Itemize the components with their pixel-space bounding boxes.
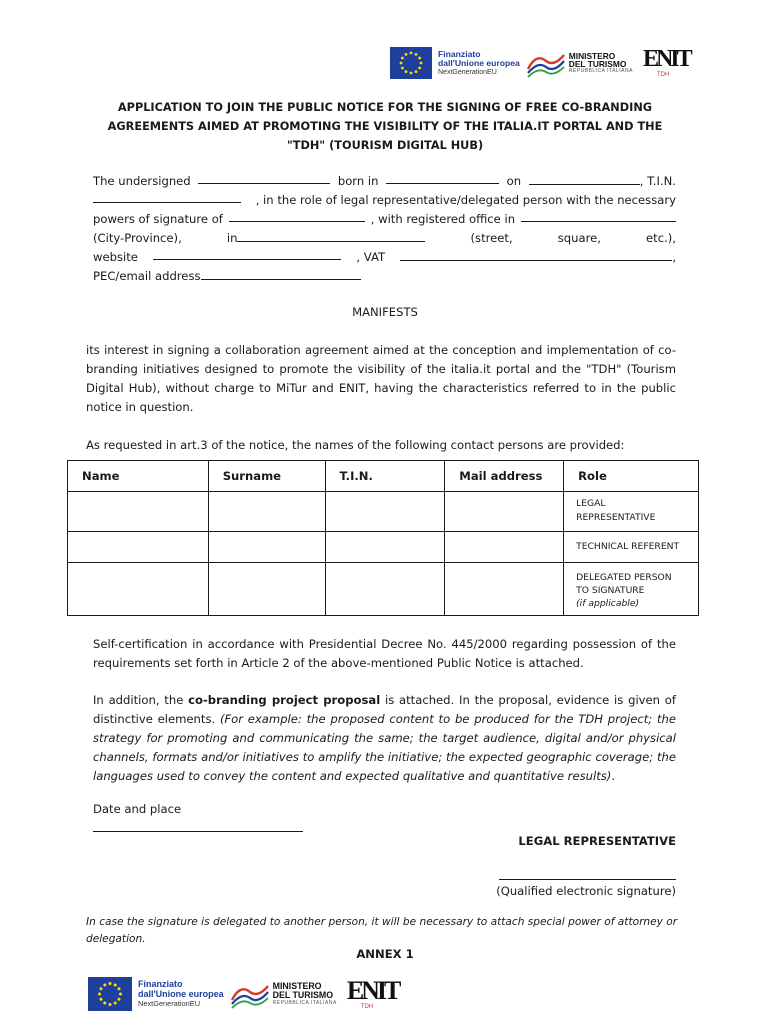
birthplace-field[interactable] [386,172,499,184]
name-cell[interactable] [68,532,209,563]
table-row [68,532,699,563]
website-field[interactable] [153,248,341,260]
surname-cell[interactable] [208,563,325,616]
header-role: Role [564,461,699,492]
surname-cell[interactable] [208,492,325,532]
pec-email-field[interactable] [201,268,361,280]
eu-flag-icon [390,47,432,79]
header-mail: Mail address [445,461,564,492]
annex-label: ANNEX 1 [356,947,414,961]
delegation-note: In case the signature is delegated to another person, it will be necessary to attach special power of attorney or delegation. [86,916,678,945]
tin-cell[interactable] [325,492,445,532]
header-logos [390,46,690,80]
ministry-wave-logo-icon [230,977,270,1011]
contacts-table [67,460,699,616]
table-header-row [68,461,699,492]
surname-cell[interactable] [208,532,325,563]
table-row [68,563,699,616]
role-cell: TECHNICAL REFERENT [564,532,699,563]
header-surname: Surname [208,461,325,492]
tin-cell[interactable] [325,563,445,616]
signature-field[interactable] [499,868,676,880]
header-tin: T.I.N. [325,461,445,492]
role-cell: LEGAL REPRESENTATIVE [564,492,699,532]
enit-logo: ENIT TDH [346,976,399,1010]
mail-cell[interactable] [445,532,564,563]
legal-representative-label: LEGAL REPRESENTATIVE [518,834,676,848]
ministry-text: MINISTERO DEL TURISMO REPUBBLICA ITALIANA [272,981,337,1006]
interest-paragraph: its interest in signing a collaboration agreement aimed at the conception and implementation of co-branding initiatives designed to promote the visibility of the italia.it portal and the "TDH" (Tourism Digital Hub), without charge to MiTur and ENIT, having the characteristics referred to in the public notice in question. [86,343,676,414]
birthdate-field[interactable] [529,173,640,185]
contacts-intro: As requested in art.3 of the notice, the names of the following contact persons are provided: [86,438,625,452]
company-name-field[interactable] [229,210,365,222]
manifests-heading: MANIFESTS [352,305,418,319]
qualified-signature-label: (Qualified electronic signature) [496,884,676,898]
registered-office-field[interactable] [521,210,676,222]
vat-field[interactable] [400,249,672,261]
name-cell[interactable] [68,492,209,532]
role-cell: DELEGATED PERSON TO SIGNATURE (if applicable) [564,563,699,616]
document-title: APPLICATION TO JOIN THE PUBLIC NOTICE FOR THE SIGNING OF FREE CO-BRANDING AGREEMENTS AIMED AT PROMOTING THE VISIBILITY OF THE ITALIA.IT PORTAL AND THE "TDH" (TOURISM DIGITAL HUB) [107,101,663,152]
date-place-field[interactable] [93,820,303,832]
eu-funding-text: Finanziato dall'Unione europea NextGenerationEU [138,979,224,1008]
footer-logos [88,976,399,1012]
proposal-paragraph: In addition, the co-branding project proposal is attached. In the proposal, evidence is given of distinctive elements. (For example: the proposed content to be produced for the TDH project; the strategy for promoting and communicating the same; the target audience, digital and/or physical channels, formats and/or initiatives to amplify the initiative; the expected geographic coverage; the languages used to convey the content and expected qualitative and quantitative results). [93,693,677,783]
undersigned-name-field[interactable] [198,172,330,184]
enit-logo: ENIT TDH [642,46,690,78]
applicant-form: The undersigned born in on , T.I.N. , in the role of legal representative/delegated person with the necessary powers of signature of , with registered office in (City-Province), in (street, square, etc.), website , VAT , PEC/email address [93,174,676,283]
tin-field[interactable] [93,191,241,203]
self-certification: Self-certification in accordance with Presidential Decree No. 445/2000 regarding possession of the requirements set forth in Article 2 of the above-mentioned Public Notice is attached. [93,637,676,670]
ministry-text: MINISTERO DEL TURISMO REPUBBLICA ITALIANA [568,50,633,75]
table-row [68,492,699,532]
header-name: Name [68,461,209,492]
address-field[interactable] [237,230,425,242]
mail-cell[interactable] [445,492,564,532]
name-cell[interactable] [68,563,209,616]
tin-cell[interactable] [325,532,445,563]
ministry-wave-logo-icon [526,47,566,79]
eu-funding-text: Finanziato dall'Unione europea NextGenerationEU [438,48,520,76]
eu-flag-icon [88,977,132,1011]
mail-cell[interactable] [445,563,564,616]
date-place-label: Date and place [93,802,182,816]
